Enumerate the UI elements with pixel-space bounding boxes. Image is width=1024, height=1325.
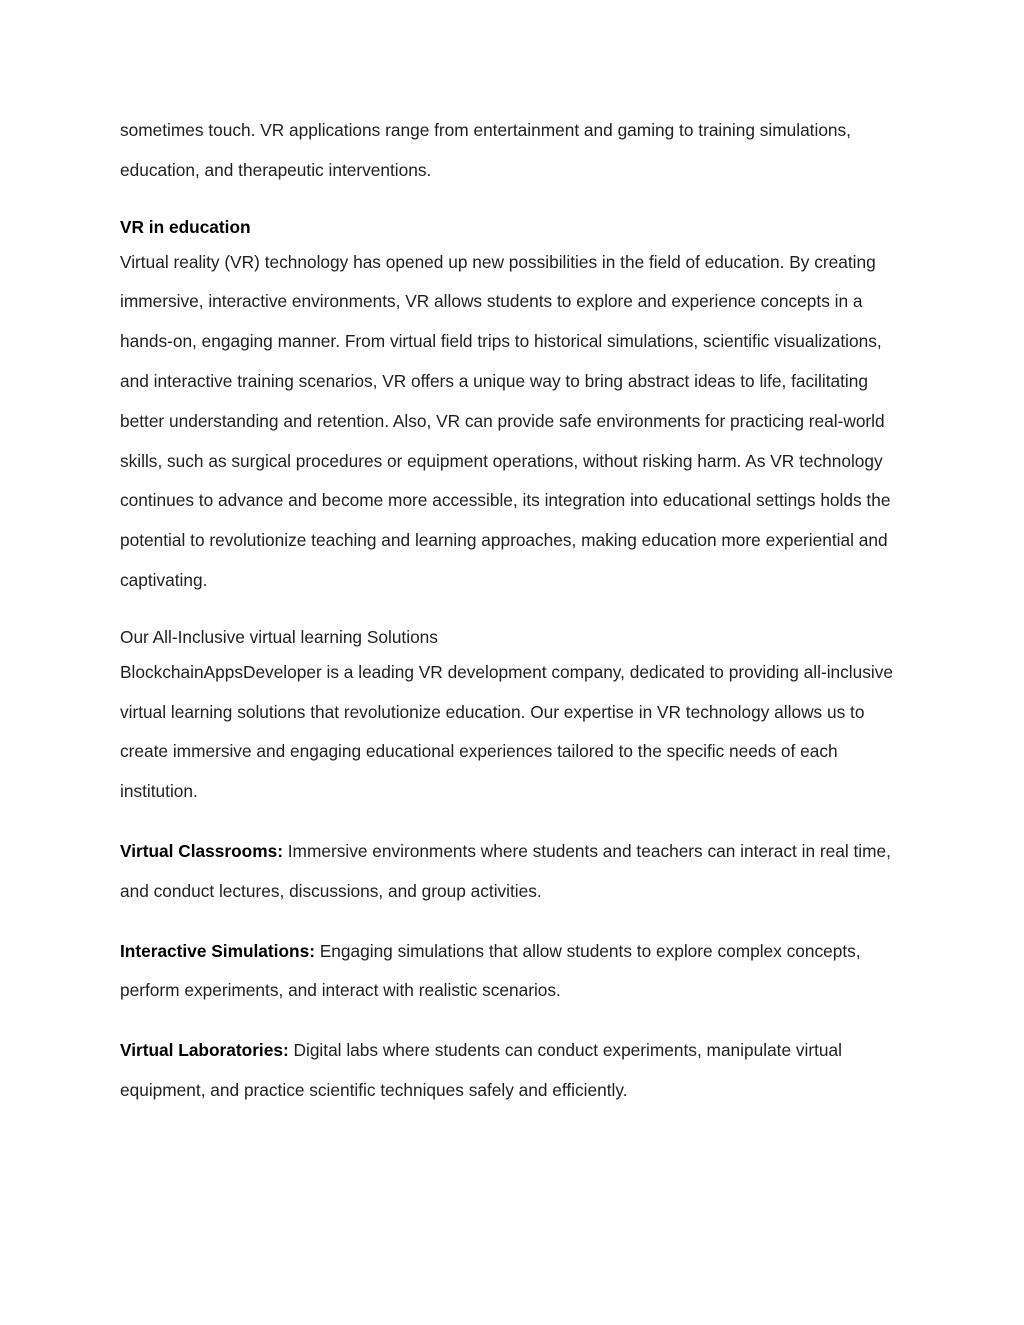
section-heading-vr-education: VR in education <box>120 216 251 237</box>
list-item-virtual-classrooms <box>120 832 910 912</box>
document-page <box>120 111 910 1111</box>
term-virtual-classrooms: Virtual Classrooms: <box>120 840 283 861</box>
solutions-paragraph: BlockchainAppsDeveloper is a leading VR development company, dedicated to providing all-inclusive virtual learning solutions that revolutionize education. Our expertise in VR technology allows us to create immersive and engaging educational experiences tailored to the specific needs of each institution. <box>120 661 893 802</box>
term-interactive-simulations: Interactive Simulations: <box>120 940 315 961</box>
term-virtual-laboratories: Virtual Laboratories: <box>120 1040 289 1061</box>
section-heading-solutions: Our All-Inclusive virtual learning Solutions <box>120 626 438 647</box>
desc-virtual-classrooms: Immersive environments where students and teachers can interact in real time, and conduct lectures, discussions, and group activities. <box>120 840 891 901</box>
vr-education-paragraph: Virtual reality (VR) technology has opened up new possibilities in the field of education. By creating immersive, interactive environments, VR allows students to explore and experience concepts in a hands-on, engaging manner. From virtual field trips to historical simulations, scientific visualizations, and interactive training scenarios, VR offers a unique way to bring abstract ideas to life, facilitating better understanding and retention. Also, VR can provide safe environments for practicing real-world skills, such as surgical procedures or equipment operations, without risking harm. As VR technology continues to advance and become more accessible, its integration into educational settings holds the potential to revolutionize teaching and learning approaches, making education more experiential and captivating. <box>120 251 891 590</box>
list-item-virtual-laboratories <box>120 1031 910 1111</box>
desc-interactive-simulations: Engaging simulations that allow students to explore complex concepts, perform experiments, and interact with realistic scenarios. <box>120 940 861 1001</box>
intro-paragraph: sometimes touch. VR applications range from entertainment and gaming to training simulations, education, and therapeutic interventions. <box>120 120 851 180</box>
list-item-interactive-simulations <box>120 932 910 1012</box>
desc-virtual-laboratories: Digital labs where students can conduct experiments, manipulate virtual equipment, and practice scientific techniques safely and efficiently. <box>120 1040 842 1100</box>
